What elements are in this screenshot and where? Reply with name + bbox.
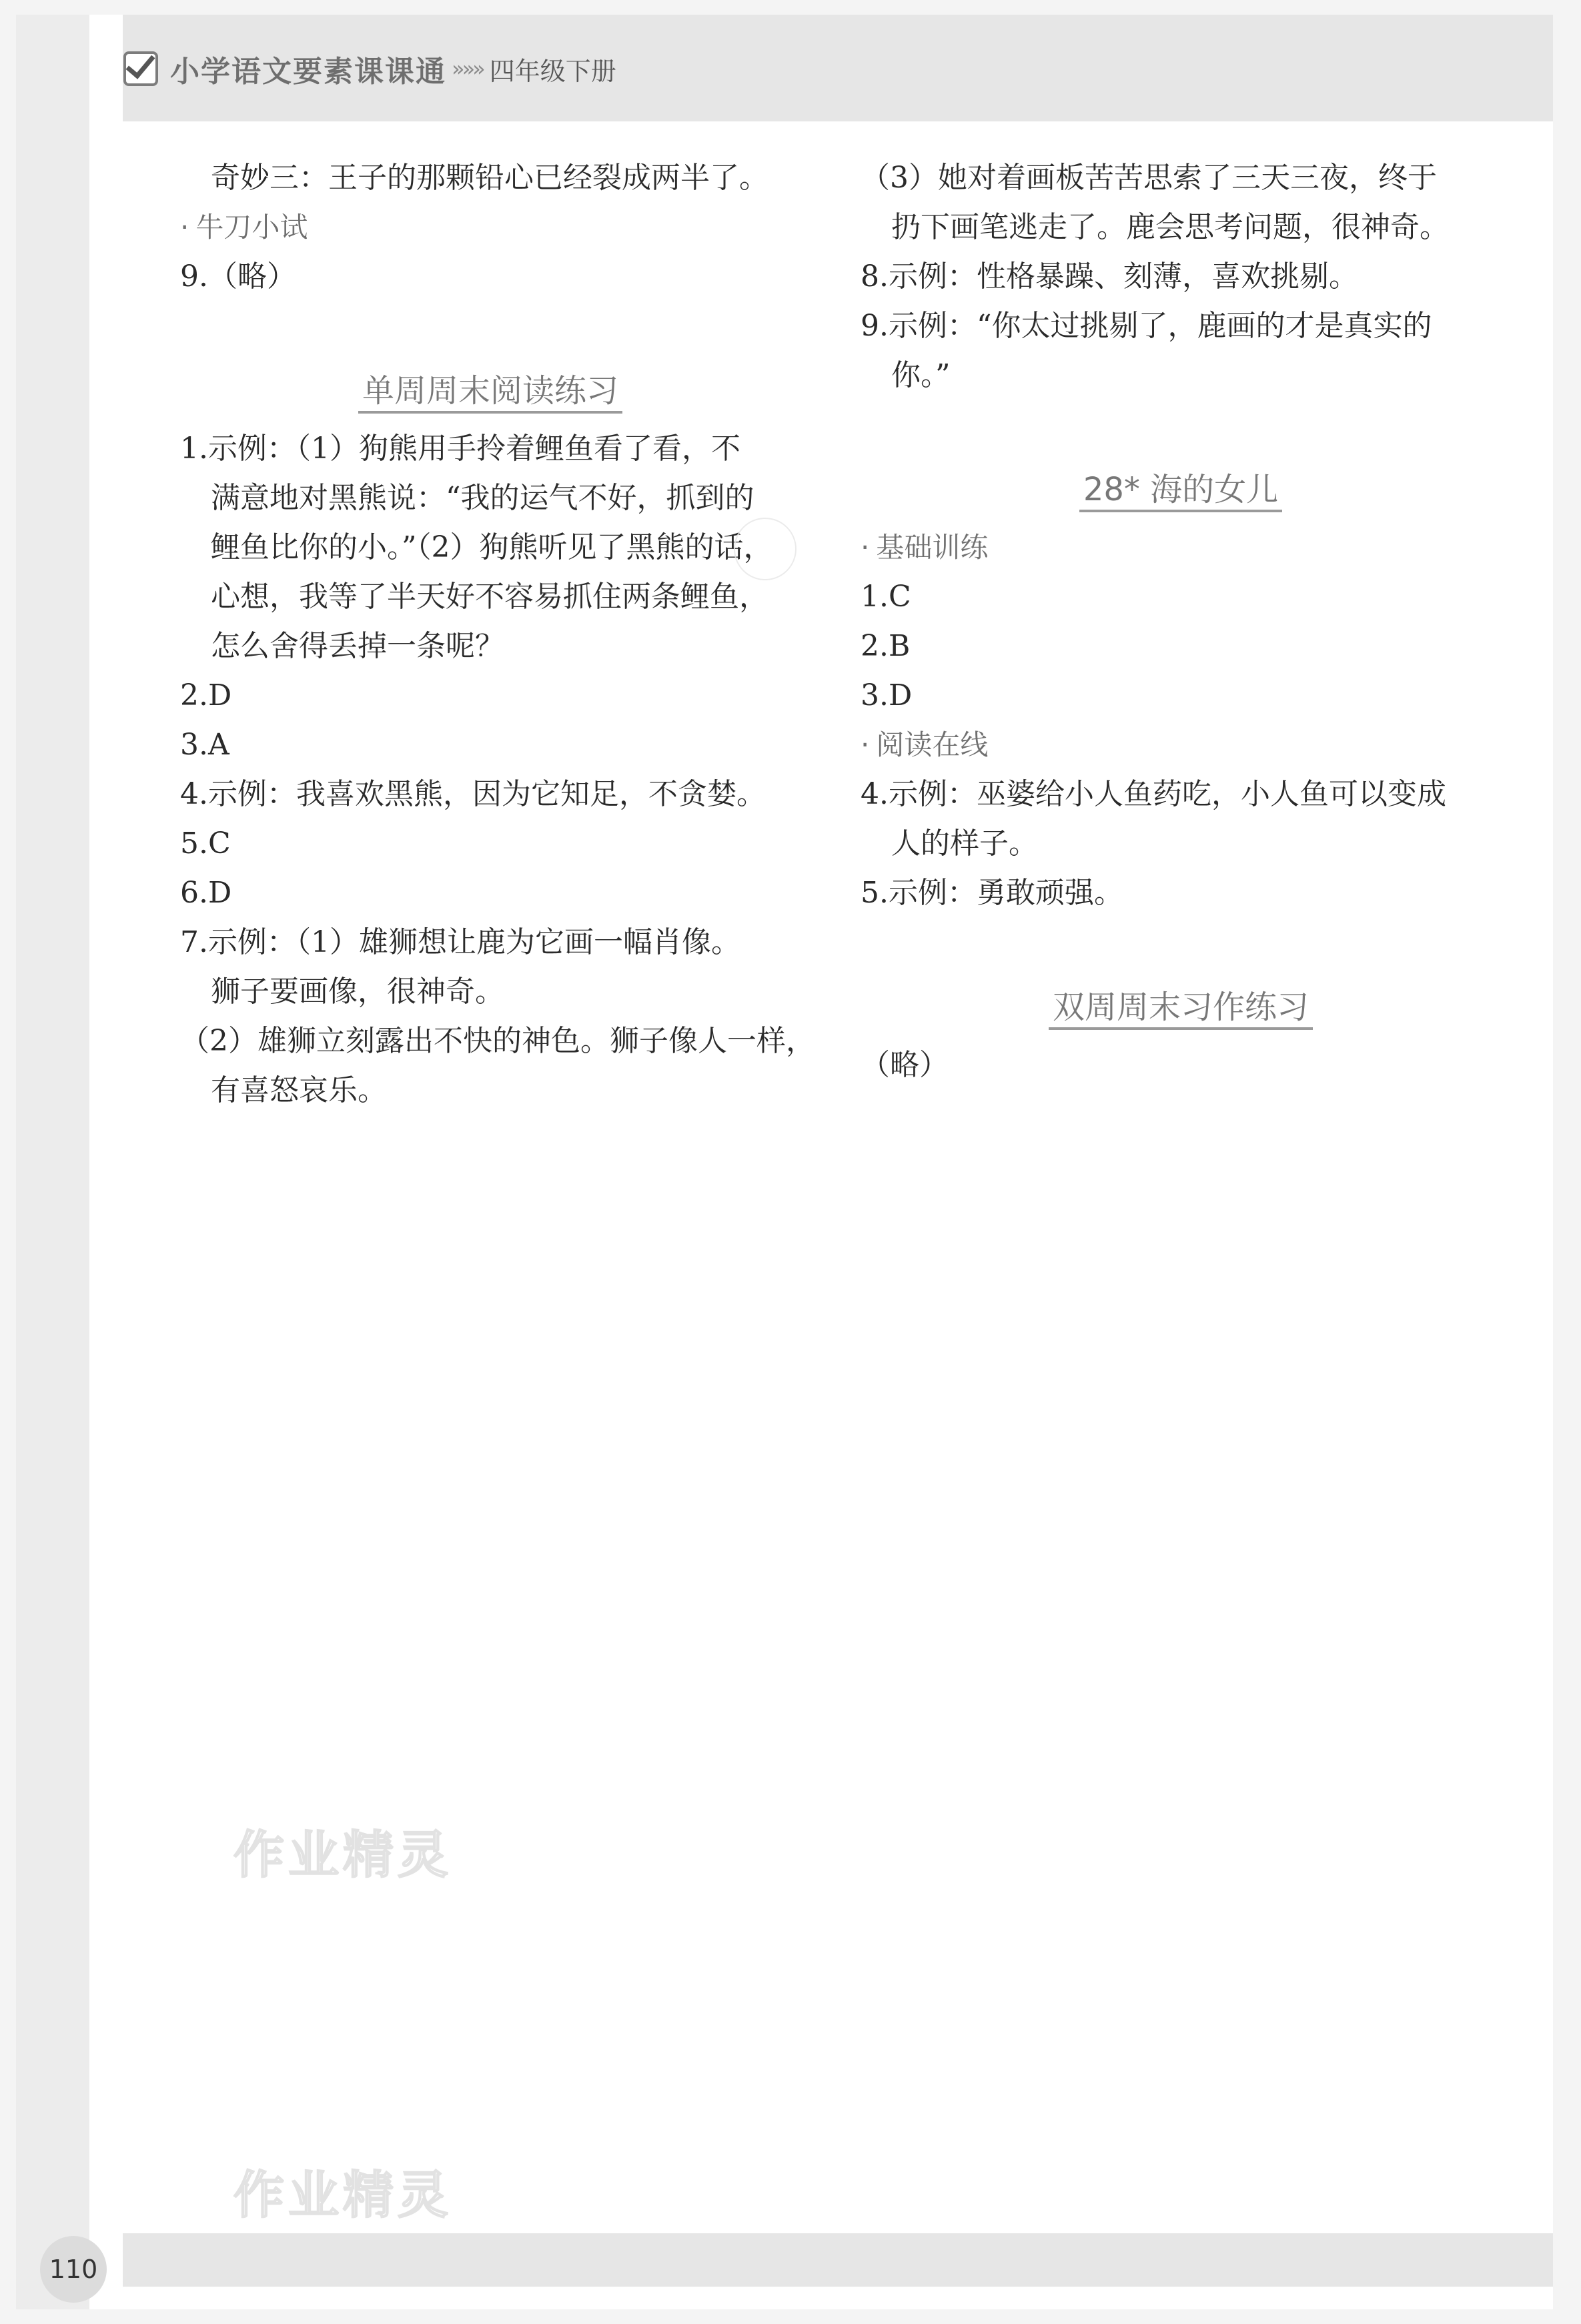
subsection-label: · 牛刀小试	[180, 203, 801, 252]
answer-line: 5.示例：勇敢顽强。	[861, 876, 1123, 910]
subsection-label: · 基础训练	[861, 523, 1501, 572]
answer-line: （略）	[861, 1048, 949, 1082]
section-title	[180, 358, 801, 424]
spacer	[861, 400, 1501, 447]
checkmark-icon	[123, 51, 158, 86]
answer-line: 扔下画笔逃走了。鹿会思考问题，很神奇。	[891, 210, 1449, 244]
answer-line: 怎么舍得丢掉一条呢？	[211, 629, 504, 663]
answer-line: 1.示例：（1）狗熊用手拎着鲤鱼看了看，不	[180, 432, 740, 466]
answer-line: 6.D	[180, 876, 232, 910]
grade-label: 四年级下册	[489, 56, 616, 86]
answer-line: 9.示例：“你太过挑剔了，鹿画的才是真实的	[861, 309, 1432, 343]
answer-line: 1.C	[861, 580, 911, 614]
answer-line: 有喜怒哀乐。	[211, 1073, 387, 1107]
answer-line: 奇妙三：王子的那颗铅心已经裂成两半了。	[211, 161, 768, 195]
answer-line: （2）雄狮立刻露出不快的神色。狮子像人一样，	[180, 1024, 815, 1058]
answer-line: 3.D	[861, 678, 913, 712]
stamp-mark	[734, 518, 797, 580]
page-number: 110	[40, 2236, 107, 2303]
answer-line: 8.示例：性格暴躁、刻薄，喜欢挑剔。	[861, 259, 1358, 294]
watermark: 作业精灵	[233, 1825, 452, 1884]
answer-line: 鲤鱼比你的小。”（2）狗熊听见了黑熊的话，	[211, 530, 773, 564]
answer-line: 满意地对黑熊说：“我的运气不好，抓到的	[211, 481, 754, 515]
subsection-label: · 阅读在线	[861, 720, 1501, 770]
page-header	[123, 45, 616, 92]
answer-line: 7.示例：（1）雄狮想让鹿为它画一幅肖像。	[180, 925, 740, 959]
answer-line: 4.示例：巫婆给小人鱼药吃，小人鱼可以变成	[861, 777, 1446, 811]
page-edge	[16, 15, 89, 2309]
footer-band	[123, 2233, 1553, 2287]
answer-line: 2.D	[180, 678, 232, 712]
answer-line: 心想，我等了半天好不容易抓住两条鲤鱼，	[211, 580, 768, 614]
watermark: 作业精灵	[233, 2165, 452, 2225]
answer-line: 5.C	[180, 826, 231, 860]
answer-line: 3.A	[180, 728, 229, 762]
section-title-text: 单周周末阅读练习	[358, 372, 622, 414]
answer-line: 狮子要画像，很神奇。	[211, 975, 504, 1009]
answer-line: 人的样子。	[891, 826, 1038, 860]
book-title: 小学语文要素课课通	[170, 55, 446, 89]
spacer	[180, 302, 801, 348]
section-title	[861, 974, 1501, 1041]
spacer	[861, 918, 1501, 965]
answer-line: （3）她对着画板苦苦思索了三天三夜，终于	[861, 161, 1437, 195]
answer-line: 你。”	[891, 358, 951, 392]
answer-line: 2.B	[861, 629, 911, 663]
section-title	[861, 456, 1501, 523]
right-column	[861, 153, 1501, 1090]
left-column	[180, 153, 815, 1115]
section-title-text: 28* 海的女儿	[1079, 471, 1282, 512]
section-title-text: 双周周末习作练习	[1049, 989, 1313, 1030]
answer-line: 4.示例：我喜欢黑熊，因为它知足，不贪婪。	[180, 777, 766, 811]
answer-line: 9.（略）	[180, 259, 296, 294]
arrows-icon: »»»	[452, 56, 483, 81]
